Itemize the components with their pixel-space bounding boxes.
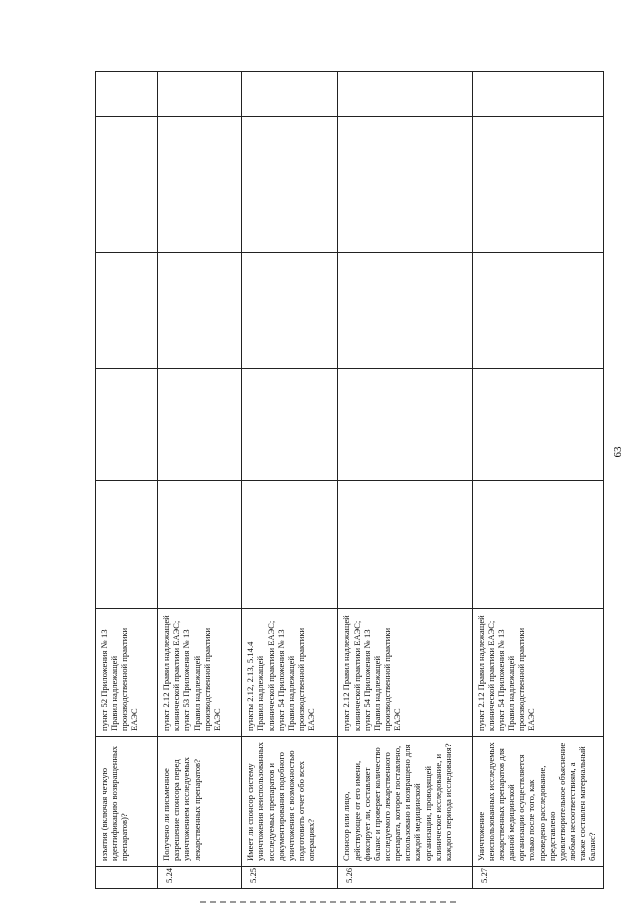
reference-cell: пункты 2.12, 2.13, 5.14.4 Правил надлежащей клинической практики ЕАЭС; пункт 54 Приложения № 13 Правил надлежащей производственной практики ЕАЭС bbox=[242, 609, 338, 737]
item-number: 5.25 bbox=[242, 867, 338, 889]
reference-cell: пункт 52 Приложения № 13 Правил надлежащей производственной практики ЕАЭС bbox=[96, 609, 158, 737]
answer-yes-cell bbox=[158, 481, 242, 609]
answer-yes-cell bbox=[242, 481, 338, 609]
item-number bbox=[96, 867, 158, 889]
not-applicable-cell bbox=[472, 253, 603, 369]
question-cell: Получено ли письменное разрешение спонсора перед уничтожением исследуемых лекарственных препаратов? bbox=[158, 737, 242, 867]
extra-cell bbox=[242, 72, 338, 117]
not-applicable-cell bbox=[338, 253, 472, 369]
answer-no-cell bbox=[242, 369, 338, 481]
question-cell: Имеет ли спонсор систему уничтожения неиспользованных исследуемых препаратов и документирования подобного уничтожения с возможностью подготовить отчет обо всех операциях? bbox=[242, 737, 338, 867]
question-cell: Спонсор или лицо, действующее от его имени, фиксирует ли, составляет баланс и проверяет количество исследуемого лекарственного препарата, которое поставлено, использовано и возвращено для каждой медицинской организации, проводящей клиническое исследование, и каждого периода исследования? bbox=[338, 737, 472, 867]
question-cell: изъятия (включая четкую идентификацию возвращенных препаратов)? bbox=[96, 737, 158, 867]
extra-cell bbox=[96, 72, 158, 117]
checklist-table-wrapper bbox=[95, 72, 604, 889]
not-applicable-cell bbox=[158, 253, 242, 369]
table-row bbox=[472, 72, 603, 889]
answer-no-cell bbox=[472, 369, 603, 481]
extra-cell bbox=[338, 72, 472, 117]
question-cell: Уничтожение неиспользованных исследуемых лекарственных препаратов для данной медицинской организации осуществляется только после того, как проведено расследование, представлено удовлетворительное объяснение любым несоответствиям, а также составлен материальный баланс? bbox=[472, 737, 603, 867]
not-applicable-cell bbox=[242, 253, 338, 369]
answer-no-cell bbox=[338, 369, 472, 481]
not-applicable-cell bbox=[96, 253, 158, 369]
extra-cell bbox=[472, 72, 603, 117]
reference-cell: пункт 2.12 Правил надлежащей клинической практики ЕАЭС; пункт 54 Приложения № 13 Правил надлежащей производственной практики ЕАЭС bbox=[472, 609, 603, 737]
notes-cell bbox=[158, 117, 242, 253]
answer-no-cell bbox=[158, 369, 242, 481]
reference-cell: пункт 2.12 Правил надлежащей клинической практики ЕАЭС; пункт 53 Приложения № 13 Правил надлежащей производственной практики ЕАЭС bbox=[158, 609, 242, 737]
notes-cell bbox=[96, 117, 158, 253]
reference-cell: пункт 2.12 Правил надлежащей клинической практики ЕАЭС; пункт 54 Приложения № 13 Правил надлежащей производственной практики ЕАЭС bbox=[338, 609, 472, 737]
item-number: 5.26 bbox=[338, 867, 472, 889]
notes-cell bbox=[242, 117, 338, 253]
table-row bbox=[242, 72, 338, 889]
answer-no-cell bbox=[96, 369, 158, 481]
notes-cell bbox=[472, 117, 603, 253]
answer-yes-cell bbox=[96, 481, 158, 609]
item-number: 5.24 bbox=[158, 867, 242, 889]
notes-cell bbox=[338, 117, 472, 253]
answer-yes-cell bbox=[338, 481, 472, 609]
item-number: 5.27 bbox=[472, 867, 603, 889]
table-row bbox=[96, 72, 158, 889]
scan-artifact-line bbox=[200, 901, 460, 903]
answer-yes-cell bbox=[472, 481, 603, 609]
table-row bbox=[338, 72, 472, 889]
checklist-table bbox=[95, 71, 604, 889]
extra-cell bbox=[158, 72, 242, 117]
table-row bbox=[158, 72, 242, 889]
page-number: 63 bbox=[612, 446, 624, 458]
